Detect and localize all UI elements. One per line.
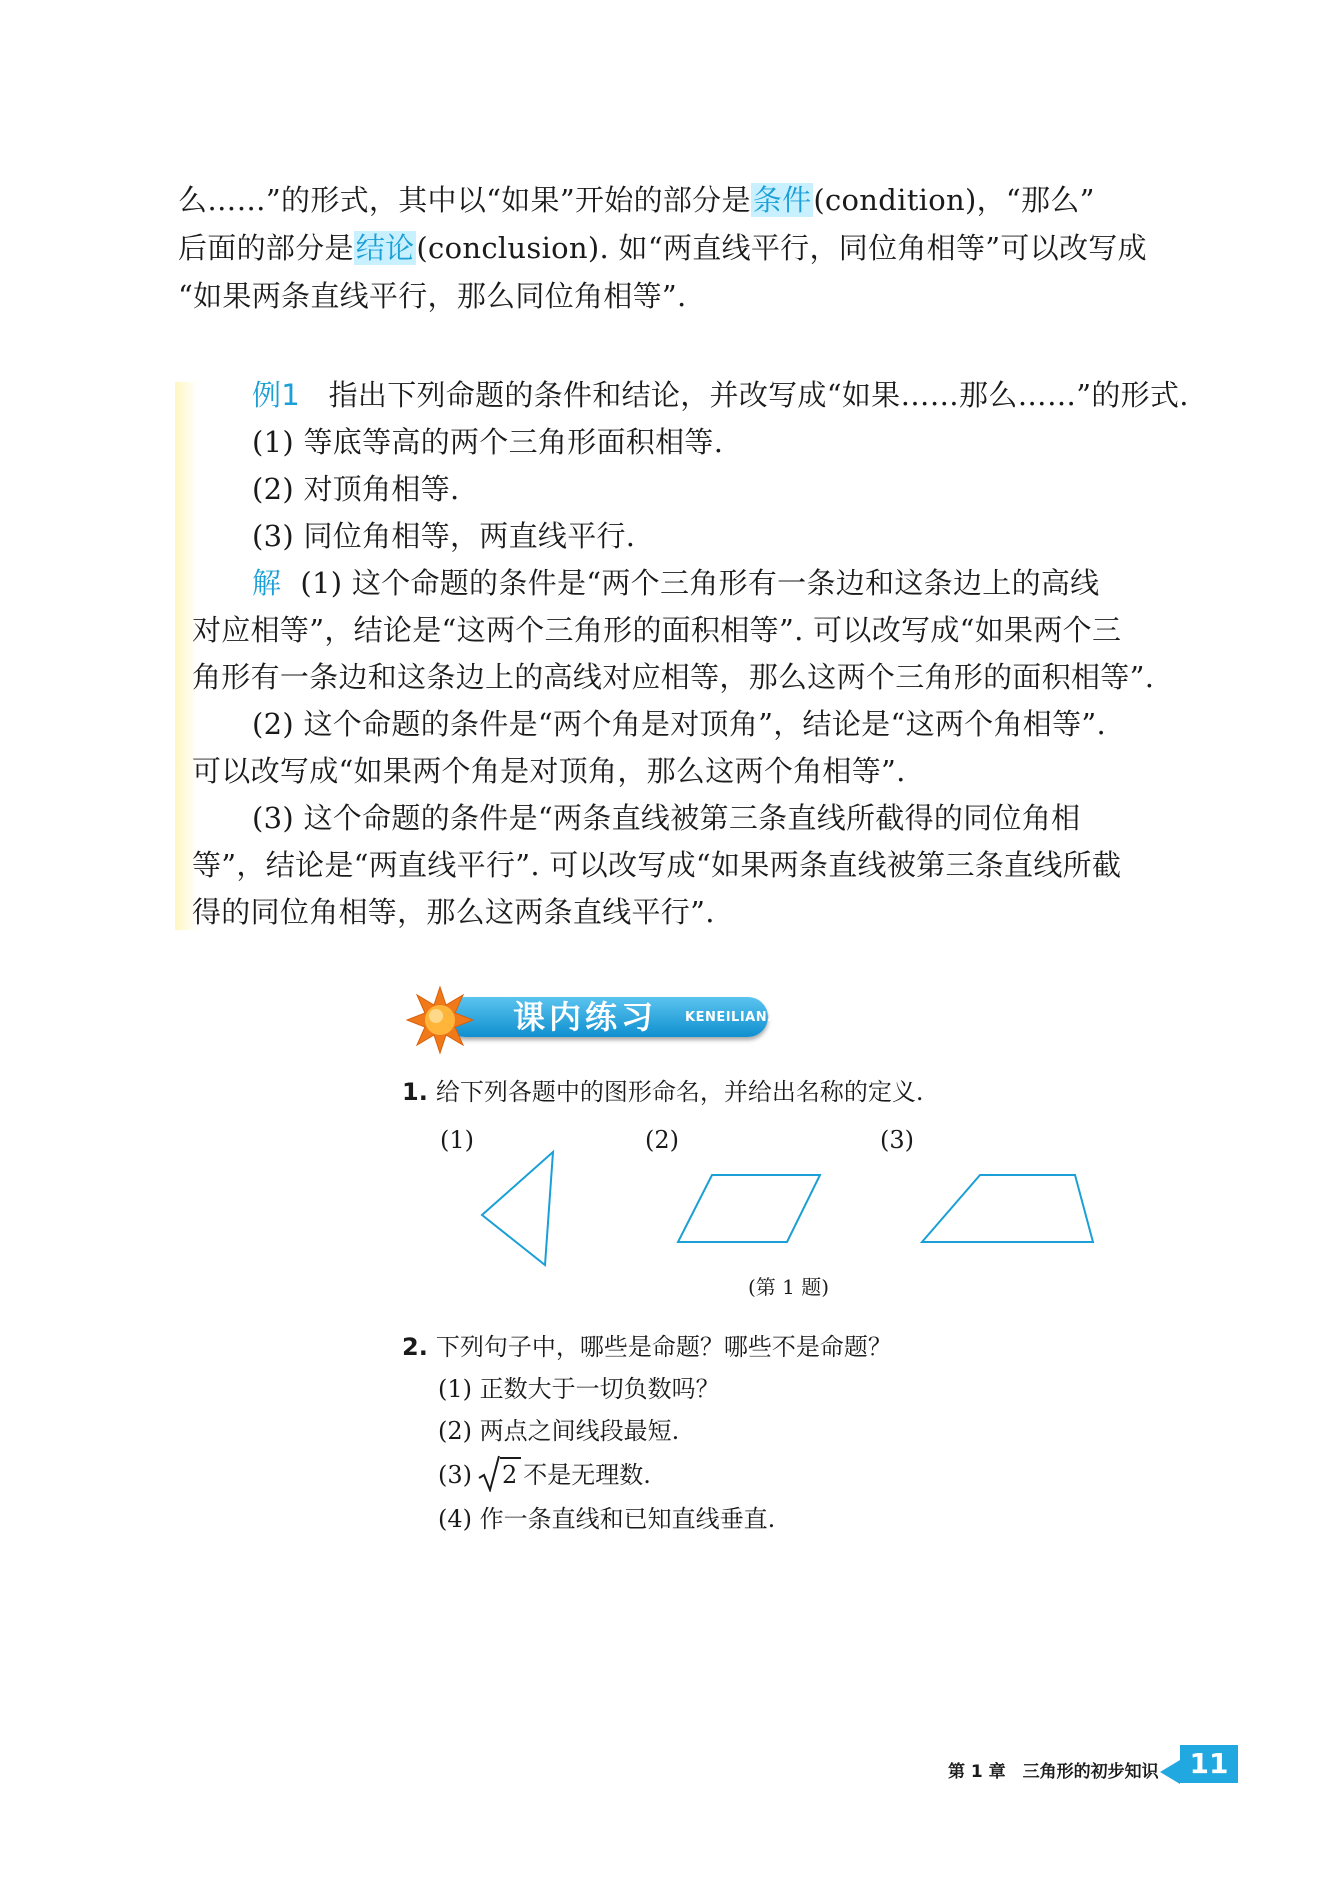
solution-label: 解 [252,566,282,600]
intro-line-2-b: (conclusion). 如“两直线平行，同位角相等”可以改写成 [416,231,1147,265]
triangle-figure [482,1152,553,1265]
exercise-2-item-2: (2) 两点之间线段最短. [438,1417,680,1445]
solution-text-1: (1) 这个命题的条件是“两个三角形有一条边和这条边上的高线 [300,566,1100,600]
solution-line-6: (3) 这个命题的条件是“两条直线被第三条直线所截得的同位角相 [252,801,1081,835]
example-heading [252,375,1189,415]
solution-line-1 [252,563,1099,603]
exercise-1 [402,1075,923,1109]
exercise-2-item-3 [438,1458,651,1492]
exercise-banner [405,985,783,1055]
exercise-1-text: 给下列各题中的图形命名，并给出名称的定义. [435,1078,924,1106]
intro-line-1-b: (condition)，“那么” [813,183,1095,217]
sqrt-expression [478,1458,521,1492]
intro-line-1 [178,180,1095,220]
exercise-2-item-3-suffix: 不是无理数. [523,1461,651,1489]
term-condition: 条件 [752,183,812,217]
page-number-tab-arrow [1160,1760,1180,1784]
solution-line-8: 得的同位角相等，那么这两条直线平行”. [192,895,715,929]
banner-bar [445,997,783,1037]
exercise-2-text: 下列句子中，哪些是命题？哪些不是命题？ [435,1333,892,1361]
banner-subtitle: KENEILIANXI [685,1010,783,1025]
example-item-3: (3) 同位角相等，两直线平行. [252,519,636,553]
solution-line-3: 角形有一条边和这条边上的高线对应相等，那么这两个三角形的面积相等”. [192,660,1155,694]
example-item-2: (2) 对顶角相等. [252,472,460,506]
page-number: 11 [1180,1745,1238,1783]
intro-line-2-a: 后面的部分是 [178,231,354,265]
exercise-2-item-4: (4) 作一条直线和已知直线垂直. [438,1505,776,1533]
sun-star-icon [405,985,475,1055]
example-label: 例1 [252,378,301,412]
example-item-1: (1) 等底等高的两个三角形面积相等. [252,425,724,459]
chapter-footer: 第 1 章 三角形的初步知识 [948,1762,1159,1782]
exercise-2-item-3-prefix: (3) [438,1461,472,1489]
banner-title: 课内练习 [513,998,658,1036]
intro-line-3: “如果两条直线平行，那么同位角相等”. [178,279,687,313]
example-prompt: 指出下列命题的条件和结论，并改写成“如果……那么……”的形式. [328,378,1189,412]
exercise-2-number: 2. [402,1333,428,1361]
figure-label-3: (3) [880,1126,914,1154]
solution-line-4: (2) 这个命题的条件是“两个角是对顶角”，结论是“这两个角相等”. [252,707,1107,741]
parallelogram-figure [678,1175,820,1242]
solution-line-5: 可以改写成“如果两个角是对顶角，那么这两个角相等”. [192,754,906,788]
intro-line-2 [178,228,1147,268]
exercise-2-item-1: (1) 正数大于一切负数吗？ [438,1375,720,1403]
intro-line-1-a: 么……”的形式，其中以“如果”开始的部分是 [178,183,751,217]
sqrt-radicand: 2 [500,1457,521,1489]
exercise-1-number: 1. [402,1078,428,1106]
exercise-2 [402,1330,892,1364]
figure-caption: (第 1 题) [748,1275,830,1299]
solution-line-7: 等”，结论是“两直线平行”. 可以改写成“如果两条直线被第三条直线所截 [192,848,1122,882]
figure-label-2: (2) [645,1126,679,1154]
term-conclusion: 结论 [355,231,415,265]
solution-line-2: 对应相等”，结论是“这两个三角形的面积相等”. 可以改写成“如果两个三 [192,613,1122,647]
figure-label-1: (1) [440,1126,474,1154]
radical-sign-icon [478,1454,500,1492]
trapezoid-figure [922,1175,1093,1242]
